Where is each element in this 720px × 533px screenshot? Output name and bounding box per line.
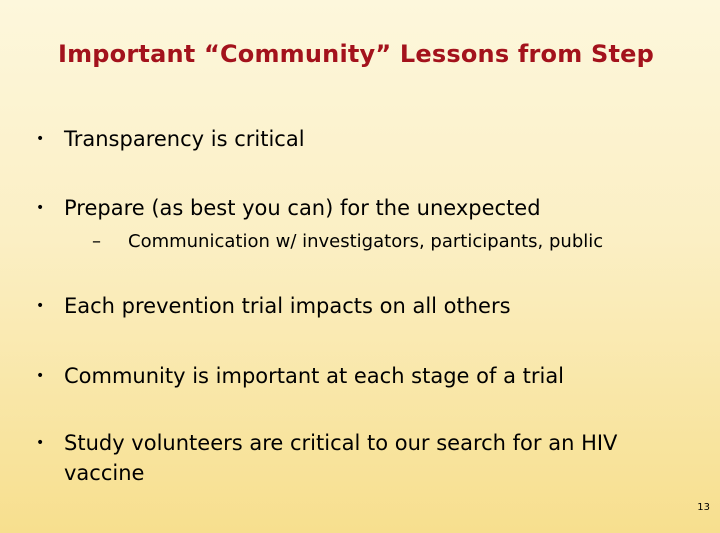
page-number: 13 [697,502,710,513]
slide-title: Important “Community” Lessons from Step [57,40,655,68]
bullet-marker: • [36,131,45,147]
bullet-text: Each prevention trial impacts on all others [64,294,511,318]
bullet-marker: • [36,368,45,384]
bullet-text: Transparency is critical [64,127,305,151]
bullet-item-prevention-trial [36,291,511,321]
bullet-item-community [36,361,564,391]
bullet-item-study-volunteers [36,428,676,488]
bullet-text: Prepare (as best you can) for the unexpected [64,196,541,220]
bullet-marker: • [36,200,45,216]
bullet-item-transparency [36,124,305,154]
bullet-marker: • [36,435,45,451]
subbullet-text: Communication w/ investigators, participants, public [128,231,604,252]
bullet-item-prepare [36,193,541,223]
subbullet-item-communication [92,230,603,254]
bullet-text: Study volunteers are critical to our search for an HIV vaccine [64,431,618,485]
bullet-marker: • [36,298,45,314]
bullet-text: Community is important at each stage of a trial [64,364,565,388]
subbullet-marker: – [92,231,101,252]
